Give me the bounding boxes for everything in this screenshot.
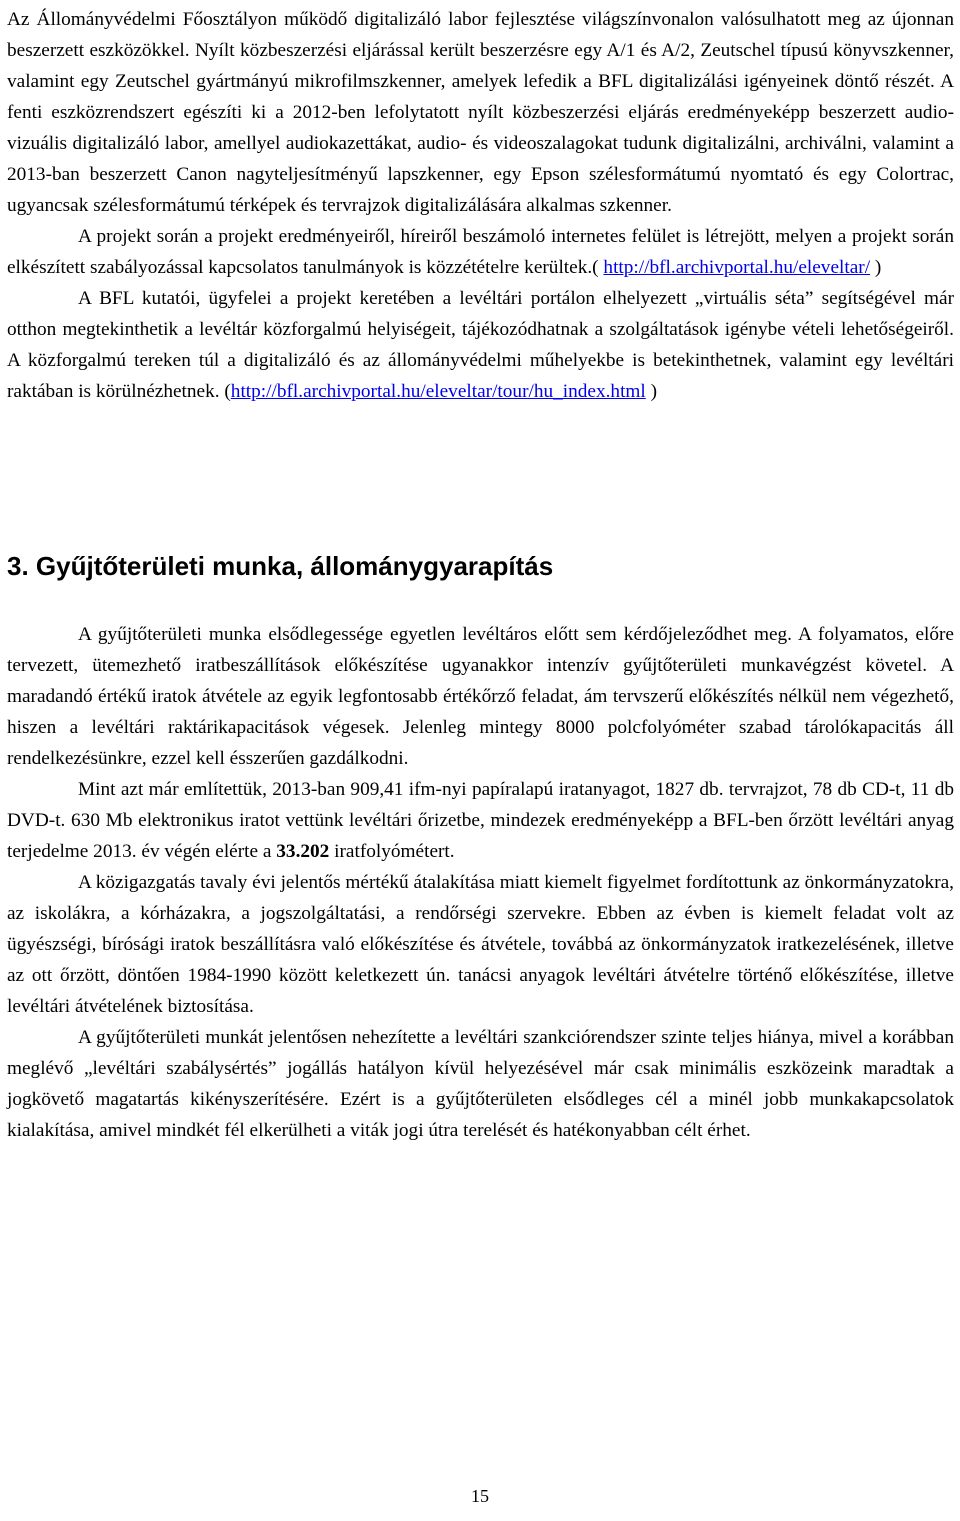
section-heading: 3. Gyűjtőterületi munka, állománygyarapítás xyxy=(7,551,554,581)
paragraph-project-website xyxy=(7,221,954,283)
total-volume-value: 33.202 xyxy=(276,841,330,862)
paragraph-text: A BFL kutatói, ügyfelei a projekt keretében a levéltári portálon elhelyezett „virtuális séta” segítségével már otthon megtekinthetik a levéltár közforgalmú helyiségeit, tájékozódhatnak a szolgáltatások igénybe vételi lehetőségeiről. A közforgalmú tereken túl a digitalizáló és az állományvédelmi műhelyekbe is betekinthetnek, valamint egy levéltári raktában is körülnézhetnek. ( xyxy=(7,288,954,402)
paragraph-sanctions: A gyűjtőterületi munkát jelentősen nehezítette a levéltári szankciórendszer szinte teljes hiánya, mivel a korábban meglévő „levéltári szabálysértés” jogállás hatályon kívül helyezésével már csak minimális eszközeink maradtak a jogkövető magatartás kikényszerítésére. Ezért is a gyűjtőterületen elsődleges cél a minél jobb munkakapcsolatok kialakítása, amivel mindkét fél elkerülheti a viták jogi útra terelését és hatékonyabban célt érhet. xyxy=(7,1027,954,1141)
section-collection-text xyxy=(7,619,954,1146)
section-intro-text xyxy=(7,4,954,407)
paragraph-virtual-tour xyxy=(7,283,954,407)
paragraph-text-end: iratfolyómétert. xyxy=(329,841,455,862)
paragraph-text-end: ) xyxy=(645,381,658,402)
paragraph-collection-priority: A gyűjtőterületi munka elsődlegessége egyetlen levéltáros előtt sem kérdőjeleződhet meg. A folyamatos, előre tervezett, ütemezhető iratbeszállítások előkészítése ugyanakkor intenzív gyűjtőterületi munkavégzést követel. A maradandó értékű iratok átvétele az egyik legfontosabb értékőrző feladat, ám tervszerű előkészítés nélkül nem végezhető, hiszen a levéltári raktárikapacitások végesek. Jelenleg mintegy 8000 polcfolyóméter szabad tárolókapacitás áll rendelkezésünkre, ezzel kell ésszerűen gazdálkodni. xyxy=(7,624,954,769)
paragraph-public-administration: A közigazgatás tavaly évi jelentős mértékű átalakítása miatt kiemelt figyelmet fordítottunk az önkormányzatokra, az iskolákra, a kórházakra, a jogszolgáltatási, a rendőrségi szervekre. Ebben az évben is kiemelt feladat volt az ügyészségi, bírósági iratok beszállításra való előkészítése és átvétele, továbbá az önkormányzatok iratkezelésének, illetve az ott őrzött, döntően 1984-1990 között keletkezett ún. tanácsi anyagok levéltári átvételre történő előkészítése, illetve levéltári átvételének biztosítása. xyxy=(7,872,954,1017)
virtual-tour-link[interactable]: http://bfl.archivportal.hu/eleveltar/tour/hu_index.html xyxy=(230,381,646,402)
page-number: 15 xyxy=(471,1486,489,1506)
paragraph-text: A projekt során a projekt eredményeiről, híreiről beszámoló internetes felület is létrejött, melyen a projekt során elkészített szabályozással kapcsolatos tanulmányok is közzétételre kerültek.( xyxy=(7,226,954,278)
paragraph-text: Mint azt már említettük, 2013-ban 909,41 ifm-nyi papíralapú iratanyagot, 1827 db. tervrajzot, 78 db CD-t, 11 db DVD-t. 630 Mb elektronikus iratot vettünk levéltári őrizetbe, mindezek eredményeképp a BFL-ben őrzött levéltári anyag terjedelme 2013. év végén elérte a xyxy=(7,779,954,862)
paragraph-text-end: ) xyxy=(870,257,882,278)
paragraph-acquisitions-2013 xyxy=(7,774,954,867)
paragraph-digitization-lab: Az Állományvédelmi Főosztályon működő digitalizáló labor fejlesztése világszínvonalon valósulhatott meg az újonnan beszerzett eszközökkel. Nyílt közbeszerzési eljárással került beszerzésre egy A/1 és A/2, Zeutschel típusú könyvszkenner, valamint egy Zeutschel gyártmányú mikrofilmszkenner, amelyek lefedik a BFL digitalizálási igényeinek döntő részét. A fenti eszközrendszert egészíti ki a 2012-ben lefolytatott nyílt közbeszerzési eljárás eredményeképp beszerzett audio-vizuális digitalizáló labor, amellyel audiokazettákat, audio- és videoszalagokat tudunk digitalizálni, archiválni, valamint a 2013-ban beszerzett Canon nagyteljesítményű lapszkenner, egy Epson szélesformátumú nyomtató és egy Colortrac, ugyancsak szélesformátumú térképek és tervrajzok digitalizálására alkalmas szkenner. xyxy=(7,9,954,216)
eleveltar-link[interactable]: http://bfl.archivportal.hu/eleveltar/ xyxy=(603,257,871,278)
